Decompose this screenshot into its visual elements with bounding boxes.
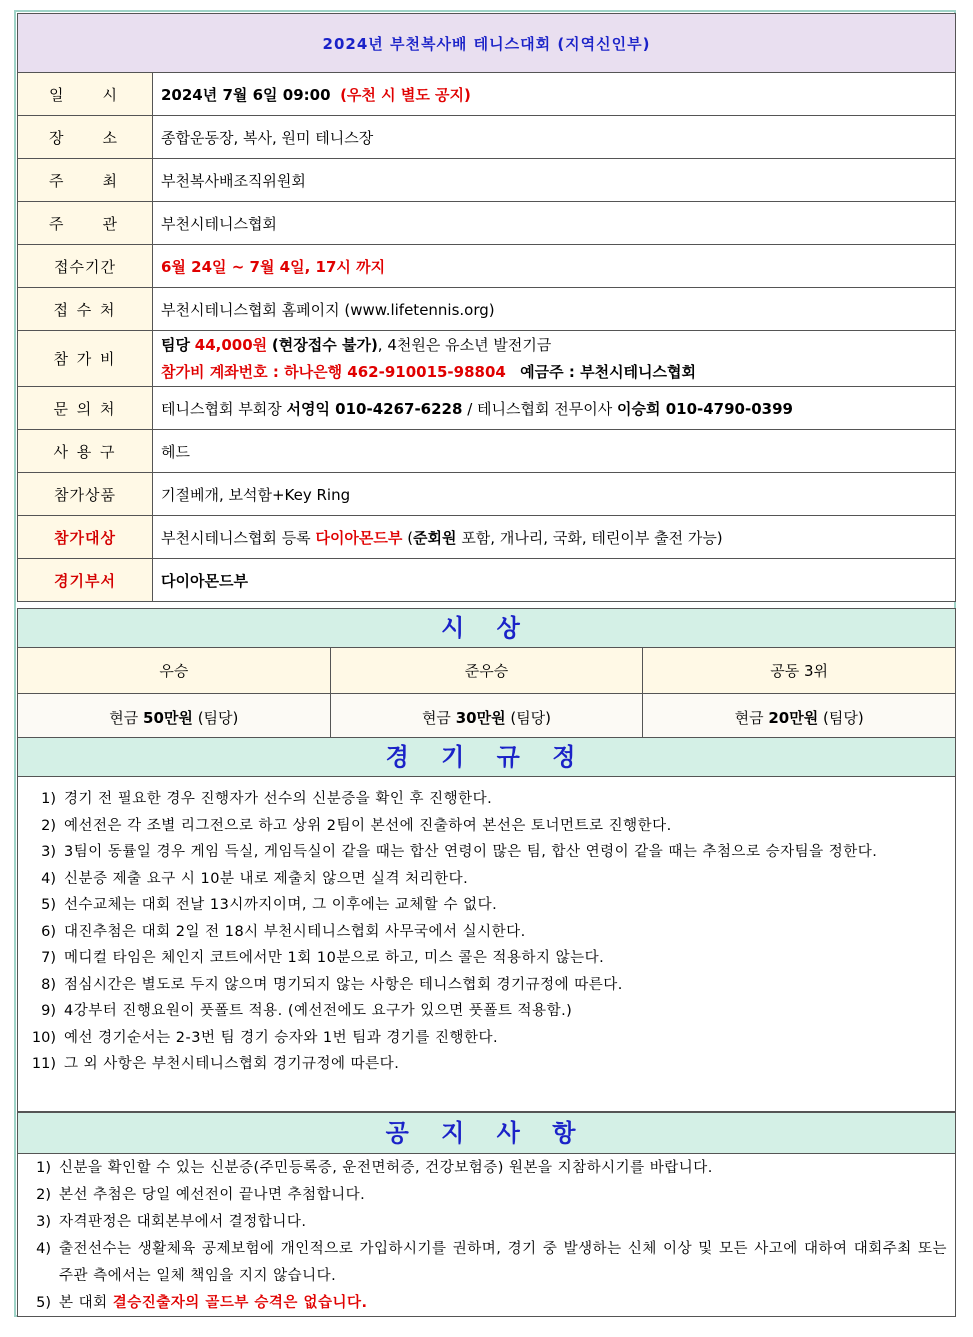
contact-label: 문 의 처 (18, 387, 153, 430)
rule-number: 4) (41, 870, 56, 887)
reception-label: 접 수 처 (18, 288, 153, 331)
prize-suffix-3: (팀당) (823, 708, 864, 727)
rule-text: 경기 전 필요한 경우 진행자가 선수의 신분증을 확인 후 진행한다. (64, 791, 493, 807)
notice-item (18, 1182, 955, 1209)
rule-item (18, 972, 955, 999)
rule-text: 대진추첨은 대회 2일 전 18시 부천시테니스협회 사무국에서 실시한다. (64, 923, 526, 940)
rule-number: 10) (31, 1029, 56, 1046)
organizer-value: 부천시테니스협회 (153, 202, 956, 245)
rule-item (18, 1025, 955, 1052)
rule-number: 1) (41, 791, 56, 807)
fee-account: 참가비 계좌번호 : 하나은행 462-910015-98804 (161, 362, 506, 381)
rule-item (18, 1051, 955, 1078)
notice-text: 자격판정은 대회본부에서 결정합니다. (59, 1214, 307, 1230)
date-label: 일 시 (18, 73, 153, 116)
fee-amount: 44,000원 (194, 335, 268, 354)
rule-text: 선수교체는 대회 전날 13시까지이며, 그 이후에는 교체할 수 없다. (64, 897, 498, 913)
rule-number: 6) (41, 923, 56, 940)
row-date (18, 73, 956, 116)
date-value: 2024년 7월 6일 09:00 (161, 85, 331, 104)
division-value: 다이아몬드부 (153, 559, 956, 602)
contact-person-2: 이승희 010-4790-0399 (617, 399, 793, 418)
awards-table (17, 647, 956, 741)
date-note: (우천 시 별도 공지) (340, 85, 471, 104)
contact-separator: / 테니스협회 전무이사 (467, 399, 613, 418)
rule-item (18, 786, 955, 813)
period-value: 6월 24일 ~ 7월 4일, 17시 까지 (153, 245, 956, 288)
notice-text: 출전선수는 생활체육 공제보험에 개인적으로 가입하시기를 권하며, 경기 중 발생하는 신체 이상 및 모든 사고에 대하여 대회주최 또는 주관 측에서는 일체 책임을 지지 않습니다. (59, 1241, 947, 1284)
prize-prefix-1: 현금 (109, 708, 139, 727)
rule-item (18, 813, 955, 840)
prize-1: 50만원 (143, 708, 193, 727)
rule-text: 예선전은 각 조별 리그전으로 하고 상위 2팀이 본선에 진출하여 본선은 토너먼트로 진행한다. (64, 817, 672, 834)
prize-prefix-3: 현금 (734, 708, 764, 727)
rules-section-title: 경 기 규 정 (17, 737, 956, 777)
notices-section-title: 공 지 사 항 (17, 1112, 956, 1154)
contact-prefix-1: 테니스협회 부회장 (161, 399, 282, 418)
row-contact (18, 387, 956, 430)
notice-number: 3) (36, 1214, 51, 1230)
rules-list (17, 776, 956, 1112)
prize-3: 20만원 (768, 708, 819, 727)
prize-prefix-2: 현금 (421, 708, 451, 727)
row-period (18, 245, 956, 288)
target-label: 참가대상 (18, 516, 153, 559)
rule-item (18, 866, 955, 893)
organizer-label: 주 관 (18, 202, 153, 245)
row-place (18, 116, 956, 159)
target-rest: 포함, 개나리, 국화, 테린이부 출전 가능) (461, 528, 723, 547)
fee-rest: , 4천원은 유소년 발전기금 (377, 335, 552, 354)
rule-text: 점심시간은 별도로 두지 않으며 명기되지 않는 사항은 테니스협회 경기규정에 따른다. (64, 976, 623, 993)
notice-text: 본선 추첨은 당일 예선전이 끝나면 추첨합니다. (59, 1187, 366, 1203)
row-organizer (18, 202, 956, 245)
awards-section-title: 시 상 (17, 608, 956, 648)
rule-number: 7) (41, 950, 56, 966)
target-prefix: 부천시테니스협회 등록 (161, 528, 311, 547)
rule-text: 4강부터 진행요원이 풋폴트 적용. (예선전에도 요구가 있으면 풋폴트 적용함.) (64, 1003, 573, 1019)
award-header-3: 공동 3위 (643, 648, 956, 694)
reception-value: 부천시테니스협회 홈페이지 (www.lifetennis.org) (153, 288, 956, 331)
rule-text: 3팀이 동률일 경우 게임 득실, 게임득실이 같을 때는 합산 연령이 많은 팀, 합산 연령이 같을 때는 추첨으로 승자팀을 정한다. (64, 844, 878, 860)
rule-item (18, 839, 955, 866)
notice-number: 2) (36, 1187, 51, 1203)
notice-item (18, 1290, 955, 1317)
fee-holder: 예금주 : 부천시테니스협회 (520, 362, 697, 381)
notice-item (18, 1209, 955, 1236)
rule-item (18, 919, 955, 946)
rule-number: 3) (41, 844, 56, 860)
ball-label: 사 용 구 (18, 430, 153, 473)
place-label: 장 소 (18, 116, 153, 159)
fee-line-1 (161, 332, 947, 359)
notice-number: 5) (36, 1295, 51, 1311)
target-division: 다이아몬드부 (315, 528, 403, 547)
fee-line-2 (161, 359, 947, 386)
notice-text: 신분을 확인할 수 있는 신분증(주민등록증, 운전면허증, 건강보험증) 원본을 지참하시기를 바랍니다. (59, 1160, 713, 1176)
rule-number: 8) (41, 976, 56, 993)
rule-number: 11) (31, 1056, 56, 1072)
target-paren: ( (407, 528, 414, 547)
place-value: 종합운동장, 복사, 원미 테니스장 (153, 116, 956, 159)
rule-text: 예선 경기순서는 2-3번 팀 경기 승자와 1번 팀과 경기를 진행한다. (64, 1029, 499, 1046)
rule-text: 메디컬 타임은 체인지 코트에서만 1회 10분으로 하고, 미스 콜은 적용하지 않는다. (64, 950, 605, 966)
rule-item (18, 892, 955, 919)
award-header-2: 준우승 (330, 648, 643, 694)
notice-item (18, 1155, 955, 1182)
rule-number: 2) (41, 817, 56, 834)
rule-number: 9) (41, 1003, 56, 1019)
rule-text: 신분증 제출 요구 시 10분 내로 제출치 않으면 실격 처리한다. (64, 870, 469, 887)
award-header-1: 우승 (18, 648, 331, 694)
notice-item (18, 1236, 955, 1290)
page-title: 2024년 부천복사배 테니스대회 (지역신인부) (18, 14, 956, 73)
row-reception (18, 288, 956, 331)
rule-number: 5) (41, 897, 56, 913)
notice-last-highlight: 결승진출자의 골드부 승격은 없습니다. (112, 1295, 368, 1311)
gift-label: 참가상품 (18, 473, 153, 516)
target-bold: 준회원 (413, 528, 457, 547)
host-value: 부천복사배조직위원회 (153, 159, 956, 202)
ball-value: 헤드 (153, 430, 956, 473)
gift-value: 기절베개, 보석함+Key Ring (153, 473, 956, 516)
prize-suffix-1: (팀당) (197, 708, 239, 727)
fee-onsite: (현장접수 불가) (271, 335, 378, 354)
row-gift (18, 473, 956, 516)
notices-list (17, 1153, 956, 1317)
row-fee (18, 331, 956, 387)
notice-number: 4) (36, 1241, 51, 1257)
fee-prefix: 팀당 (161, 335, 190, 354)
row-ball (18, 430, 956, 473)
prize-suffix-2: (팀당) (510, 708, 552, 727)
host-label: 주 최 (18, 159, 153, 202)
row-target (18, 516, 956, 559)
fee-label: 참 가 비 (18, 331, 153, 387)
division-label: 경기부서 (18, 559, 153, 602)
notice-last-prefix: 본 대회 (59, 1295, 108, 1311)
rule-item (18, 945, 955, 972)
prize-2: 30만원 (455, 708, 506, 727)
rule-item (18, 998, 955, 1025)
notice-number: 1) (36, 1160, 51, 1176)
event-info-table (17, 13, 956, 602)
row-host (18, 159, 956, 202)
contact-person-1: 서영익 010-4267-6228 (286, 399, 463, 418)
rule-text: 그 외 사항은 부천시테니스협회 경기규정에 따른다. (64, 1056, 400, 1072)
row-division (18, 559, 956, 602)
period-label: 접수기간 (18, 245, 153, 288)
